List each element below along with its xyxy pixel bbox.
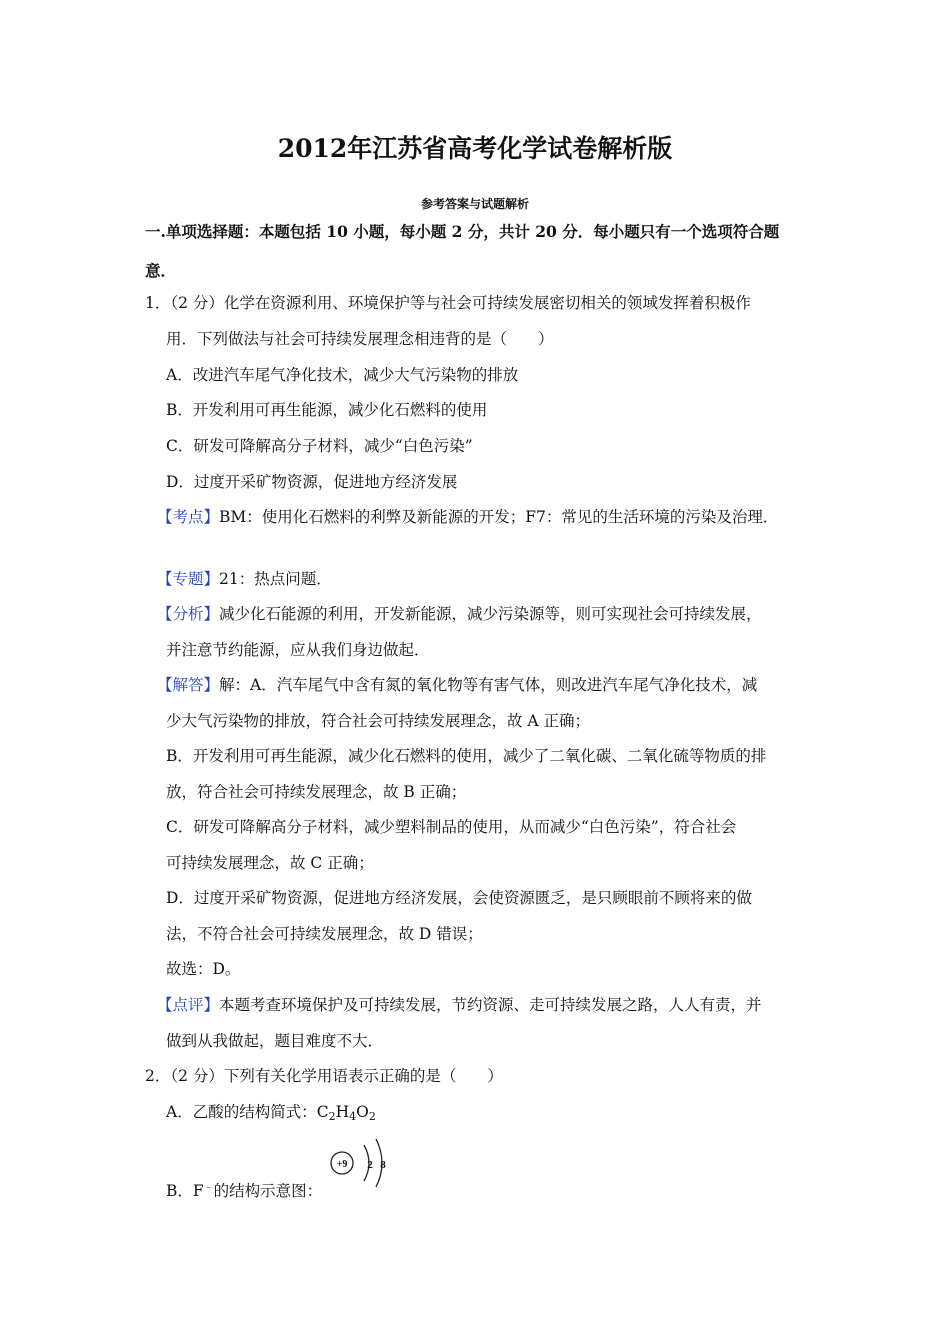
- fluoride-ion-structure-diagram: [328, 1135, 392, 1191]
- q1-option-c: C．研发可降解高分子材料，减少“白色污染”: [166, 437, 473, 455]
- dianping-text-1: 本题考查环境保护及可持续发展，节约资源、走可持续发展之路，人人有责，并: [219, 996, 762, 1014]
- q1-fenxi-line2: 并注意节约能源，应从我们身边做起．: [166, 641, 430, 659]
- q1-jieda-line6: 可持续发展理念，故 C 正确；: [166, 854, 374, 872]
- page-subtitle: 参考答案与试题解析: [420, 197, 529, 211]
- zhuanti-text: 21：热点问题．: [219, 570, 332, 588]
- q1-kaodian: [157, 506, 778, 528]
- q1-option-a: A．改进汽车尾气净化技术，减少大气污染物的排放: [166, 366, 519, 384]
- q2-option-a-sub3: 2: [368, 1110, 376, 1123]
- q1-dianping-line1: [157, 994, 762, 1016]
- q2-option-a-prefix: A．乙酸的结构简式：C: [166, 1103, 329, 1121]
- q1-jieda-line2: 少大气污染物的排放，符合社会可持续发展理念，故 A 正确；: [166, 712, 591, 730]
- q2-option-b-charge: ﹣: [203, 1182, 214, 1193]
- jieda-tag: 【解答】: [157, 676, 220, 694]
- dianping-tag: 【点评】: [157, 996, 220, 1014]
- q2-option-b-suffix: 的结构示意图：: [213, 1182, 323, 1200]
- page-title: 2012年江苏省高考化学试卷解析版: [277, 134, 673, 163]
- fenxi-text-1: 减少化石能源的利用，开发新能源，减少污染源等，则可实现社会可持续发展，: [219, 605, 762, 623]
- section-heading-line2: 意．: [145, 261, 177, 280]
- q1-jieda-line7: D．过度开采矿物资源，促进地方经济发展，会使资源匮乏，是只顾眼前不顾将来的做: [166, 889, 752, 907]
- q2-option-a-mid2: O: [356, 1103, 369, 1121]
- q2-stem: 2．（2 分）下列有关化学用语表示正确的是（ ）: [145, 1067, 503, 1085]
- q1-jieda-line3: B．开发利用可再生能源，减少化石燃料的使用，减少了二氧化碳、二氧化硫等物质的排: [166, 747, 767, 765]
- section-heading-line1: 一.单项选择题：本题包括 10 小题，每小题 2 分，共计 20 分．每小题只有一个选项符合题: [145, 222, 780, 241]
- q1-option-d: D．过度开采矿物资源，促进地方经济发展: [166, 473, 458, 491]
- q1-zhuanti: [157, 568, 332, 590]
- fenxi-tag: 【分析】: [157, 605, 220, 623]
- jieda-text-1: 解：A．汽车尾气中含有氮的氧化物等有害气体，则改进汽车尾气净化技术，减: [219, 676, 758, 694]
- q2-option-a-sub1: 2: [328, 1110, 336, 1123]
- shell-2-electrons: 8: [380, 1159, 386, 1171]
- kaodian-text: BM：使用化石燃料的利弊及新能源的开发；F7：常见的生活环境的污染及治理．: [219, 508, 779, 526]
- q2-option-a-sub2: 4: [349, 1110, 357, 1123]
- q1-jieda-line1: [157, 674, 757, 696]
- q1-option-b: B．开发利用可再生能源，减少化石燃料的使用: [166, 401, 488, 419]
- zhuanti-tag: 【专题】: [157, 570, 220, 588]
- q2-option-b-prefix: B．F: [166, 1182, 204, 1200]
- q1-jieda-line8: 法，不符合社会可持续发展理念，故 D 错误；: [166, 925, 483, 943]
- shell-1-electrons: 2: [367, 1159, 373, 1171]
- q2-option-b: [166, 1180, 322, 1202]
- q1-jieda-line9: 故选：D。: [166, 960, 241, 978]
- q1-stem-line1: 1．（2 分）化学在资源利用、环境保护等与社会可持续发展密切相关的领域发挥着积极作: [145, 294, 751, 312]
- nucleus-charge: +9: [336, 1159, 348, 1170]
- q2-option-a: [166, 1101, 376, 1123]
- q2-option-a-mid1: H: [335, 1103, 350, 1121]
- q1-jieda-line5: C．研发可降解高分子材料，减少塑料制品的使用，从而减少“白色污染”，符合社会: [166, 818, 737, 836]
- kaodian-tag: 【考点】: [157, 508, 220, 526]
- q1-dianping-line2: 做到从我做起，题目难度不大．: [166, 1032, 384, 1050]
- q1-fenxi-line1: [157, 603, 762, 625]
- q1-stem-line2: 用．下列做法与社会可持续发展理念相违背的是（ ）: [166, 330, 554, 348]
- q1-jieda-line4: 放，符合社会可持续发展理念，故 B 正确；: [166, 783, 467, 801]
